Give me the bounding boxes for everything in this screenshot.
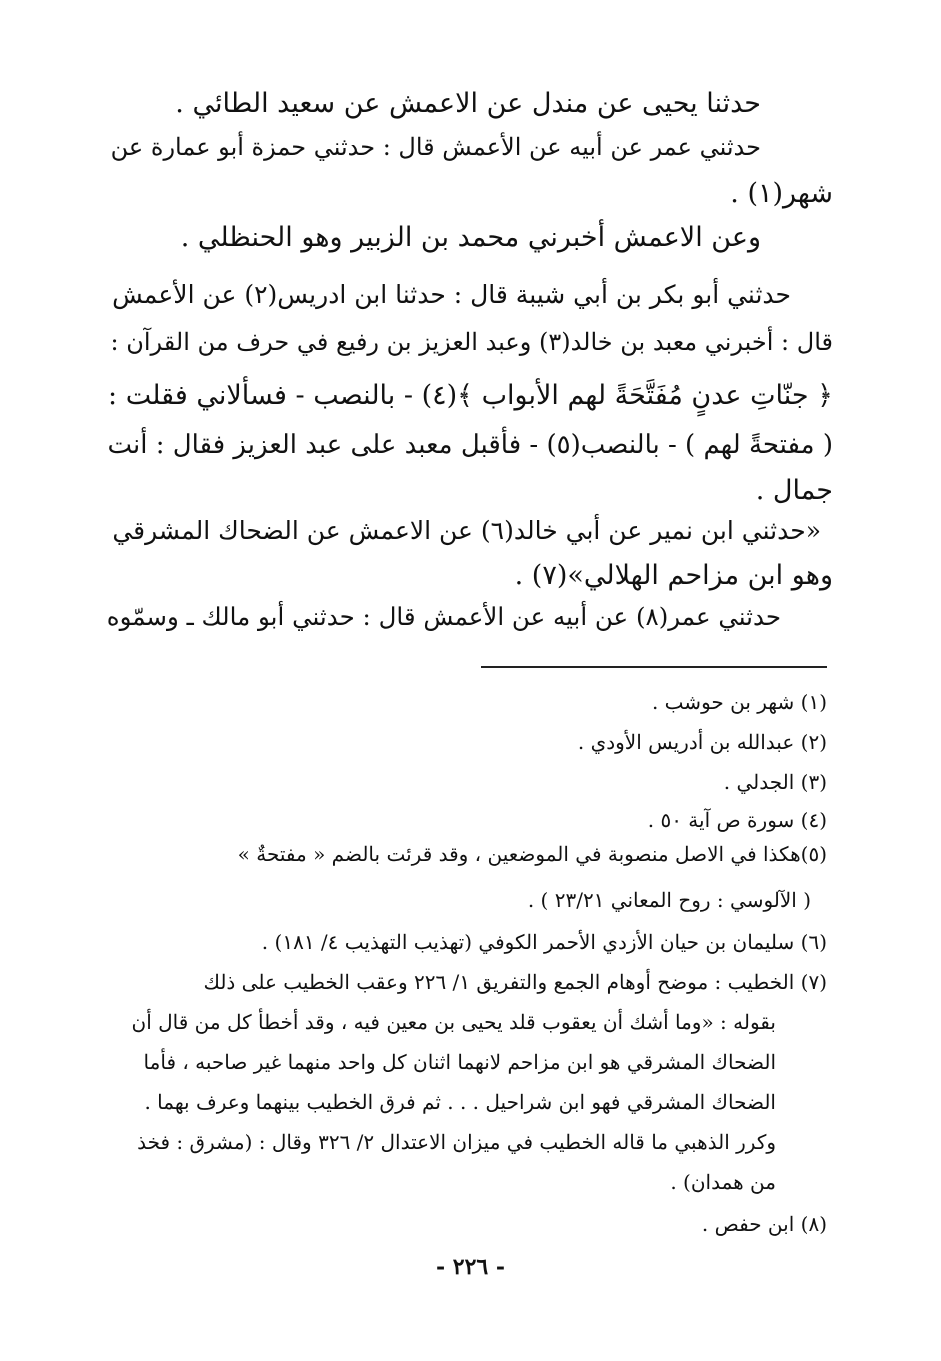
footnote-line: (٧) الخطيب : موضح أوهام الجمع والتفريق ١/ ٢٢٦ وعقب الخطيب على ذلك bbox=[203, 970, 827, 994]
main-line: وعن الاعمش أخبرني محمد بن الزبير وهو الحنظلي . bbox=[180, 222, 761, 253]
main-line: قال : أخبرني معبد بن خالد(٣) وعبد العزيز بن رفيع في حرف من القرآن : bbox=[110, 328, 833, 356]
main-line: ( مفتحةً لهم ) - بالنصب(٥) - فأقبل معبد على عبد العزيز فقال : أنت bbox=[107, 430, 833, 460]
main-line: حدثنا يحيى عن مندل عن الاعمش عن سعيد الطائي . bbox=[175, 88, 761, 119]
footnote-line: ( الآلوسي : روح المعاني ٢٣/٢١ ) . bbox=[527, 888, 811, 912]
main-line: وهو ابن مزاحم الهلالي»(٧) . bbox=[514, 560, 833, 591]
main-line: ﴿ جنّاتِ عدنٍ مُفَتَّحَةً لهم الأبواب ﴾(٤) - بالنصب - فسألاني فقلت : bbox=[108, 380, 833, 411]
footnote-line: من همدان) . bbox=[670, 1170, 776, 1194]
footnote-line: (٨) ابن حفص . bbox=[701, 1212, 827, 1236]
footnote-line: بقوله : «وما أشك أن يعقوب قلد يحيى بن معين فيه ، وقد أخطأ كل من قال أن bbox=[131, 1010, 776, 1034]
main-line: حدثني عمر عن أبيه عن الأعمش قال : حدثني حمزة أبو عمارة عن bbox=[110, 133, 761, 161]
main-line: حدثني أبو بكر بن أبي شيبة قال : حدثنا ابن ادريس(٢) عن الأعمش bbox=[112, 280, 791, 309]
main-line: حدثني عمر(٨) عن أبيه عن الأعمش قال : حدثني أبو مالك ـ وسمّوه bbox=[106, 602, 781, 631]
footnote-line: الضحاك المشرقي فهو ابن شراحيل . . . ثم فرق الخطيب بينهما وعرف بهما . bbox=[144, 1090, 776, 1114]
footnote-line: (٣) الجدلي . bbox=[723, 770, 827, 794]
footnote-line: (٤) سورة ص آية ٥٠ . bbox=[647, 808, 827, 832]
main-line: «حدثني ابن نمير عن أبي خالد(٦) عن الاعمش عن الضحاك المشرقي bbox=[112, 516, 821, 545]
footnote-line: (٦) سليمان بن حيان الأزدي الأحمر الكوفي (تهذيب التهذيب ٤/ ١٨١) . bbox=[261, 930, 827, 954]
footnote-line: (٥)هكذا في الاصل منصوبة في الموضعين ، وقد قرئت بالضم « مفتحةٌ » bbox=[237, 842, 827, 866]
page-number: - ٢٢٦ - bbox=[435, 1254, 506, 1280]
main-line: جمال . bbox=[755, 475, 833, 506]
footnote-line: (١) شهر بن حوشب . bbox=[651, 690, 827, 714]
footnote-line: وكرر الذهبي ما قاله الخطيب في ميزان الاعتدال ٢/ ٣٢٦ وقال : (مشرق : فخذ bbox=[137, 1130, 776, 1154]
footnote-line: (٢) عبدالله بن أدريس الأودي . bbox=[577, 730, 827, 754]
footnote-line: الضحاك المشرقي هو ابن مزاحم لانهما اثنان كل واحد منهما غير صاحبه ، فأما bbox=[143, 1050, 776, 1074]
footnote-divider bbox=[481, 666, 827, 668]
main-line: شهر(١) . bbox=[730, 178, 833, 209]
